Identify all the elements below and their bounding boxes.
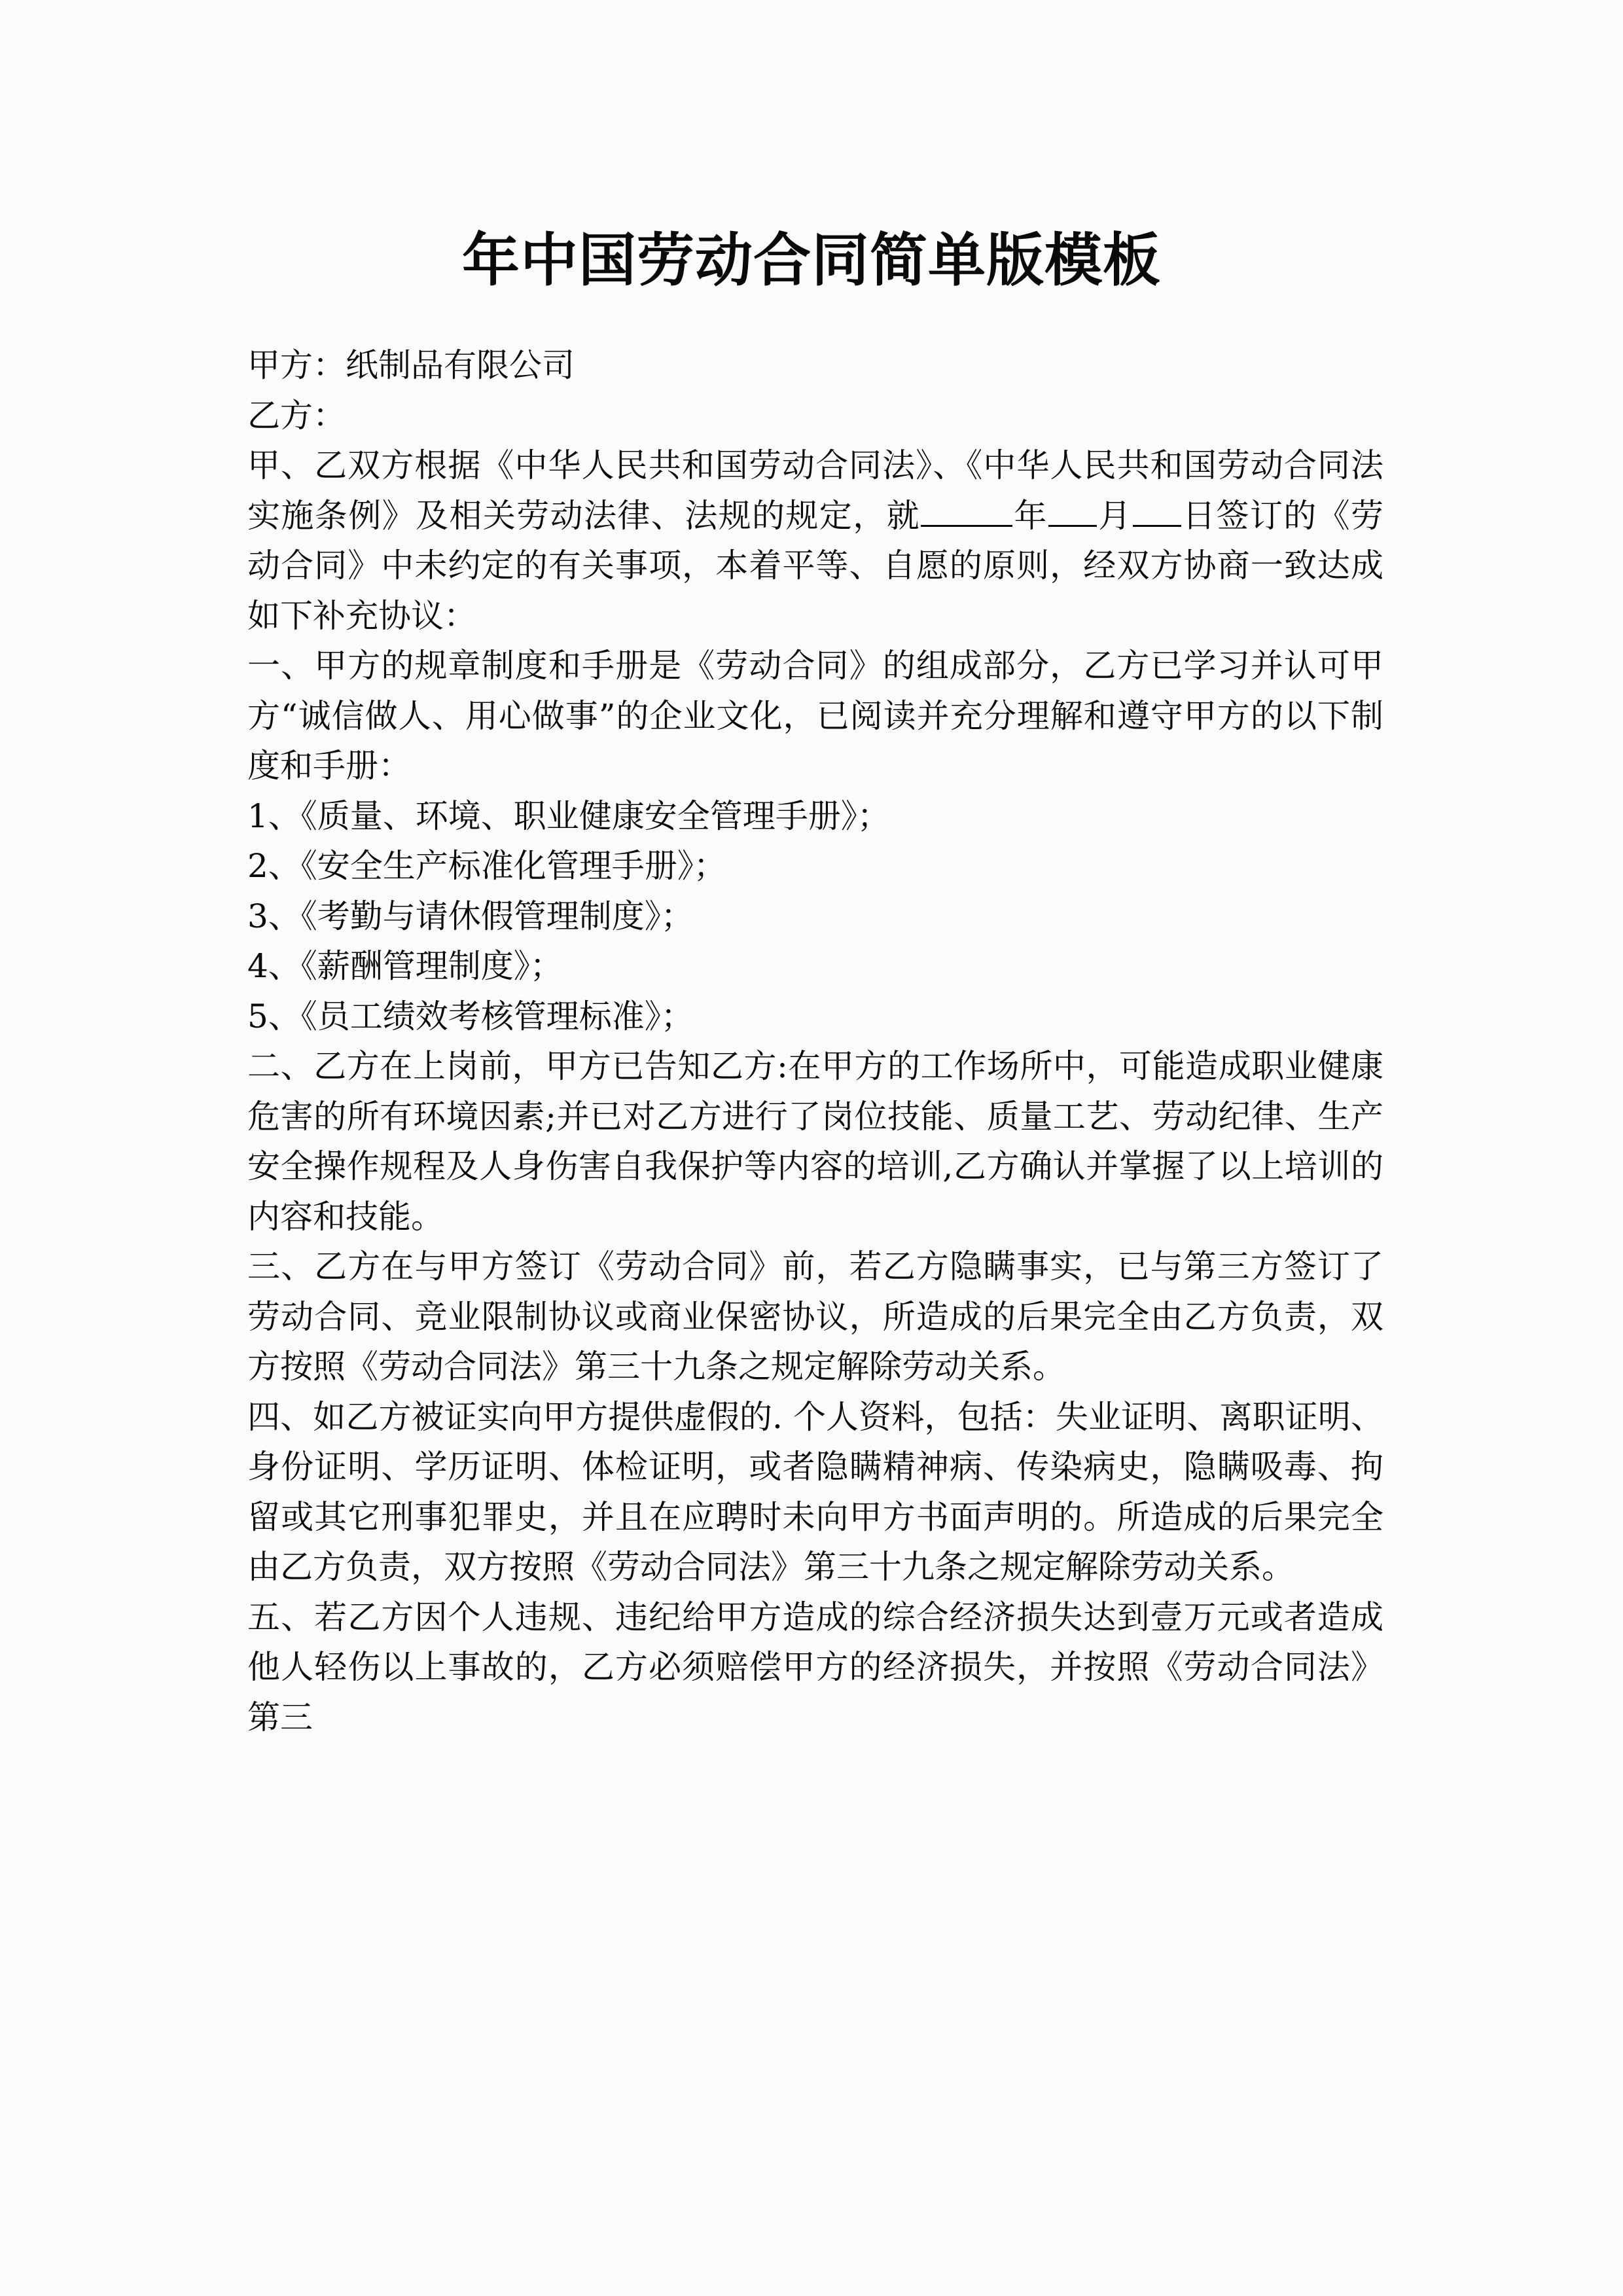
preamble-text-before-blanks: 甲、乙双方根据《中华人民共和国劳动合同法》、《中华人民共和国劳动合同法实施条例》及相关劳动法律、法规的规定，就 xyxy=(247,446,1383,535)
clause-paragraph-3: 三、乙方在与甲方签订《劳动合同》前，若乙方隐瞒事实，已与第三方签订了劳动合同、竞业限制协议或商业保密协议，所造成的后果完全由乙方负责，双方按照《劳动合同法》第三十九条之规定解除劳动关系。 xyxy=(247,1247,1383,1386)
month-label: 月 xyxy=(1097,496,1132,535)
party-a-line: 甲方：纸制品有限公司 xyxy=(247,346,575,384)
document-body xyxy=(247,340,1383,1742)
manual-list-item-1: 1、《质量、环境、职业健康安全管理手册》； xyxy=(247,797,890,835)
manual-list-item-2: 2、《安全生产标准化管理手册》； xyxy=(247,847,726,885)
clause-paragraph-4: 四、如乙方被证实向甲方提供虚假的. 个人资料，包括：失业证明、离职证明、身份证明、学历证明、体检证明，或者隐瞒精神病、传染病史，隐瞒吸毒、拘留或其它刑事犯罪史，并且在应聘时未向甲方书面声明的。所造成的后果完全由乙方负责，双方按照《劳动合同法》第三十九条之规定解除劳动关系。 xyxy=(247,1397,1383,1586)
clause-paragraph-1: 一、甲方的规章制度和手册是《劳动合同》的组成部分，乙方已学习并认可甲方“诚信做人、用心做事”的企业文化，已阅读并充分理解和遵守甲方的以下制度和手册： xyxy=(247,647,1383,785)
day-label: 日 xyxy=(1181,496,1217,535)
month-blank-field[interactable] xyxy=(1048,496,1097,527)
manual-list-item-4: 4、《薪酬管理制度》； xyxy=(247,947,563,985)
year-label: 年 xyxy=(1013,496,1048,535)
day-blank-field[interactable] xyxy=(1133,496,1181,527)
year-blank-field[interactable] xyxy=(921,496,1012,527)
manual-list-item-5: 5、《员工绩效考核管理标准》； xyxy=(247,997,694,1035)
page-title: 年中国劳动合同简单版模板 xyxy=(461,225,1161,294)
preamble-text-after-blanks: 签订的《劳动合同》中未约定的有关事项，本着平等、自愿的原则，经双方协商一致达成如下补充协议： xyxy=(247,496,1384,635)
preamble-paragraph xyxy=(247,440,1383,641)
clause-paragraph-2: 二、乙方在上岗前，甲方已告知乙方:在甲方的工作场所中，可能造成职业健康危害的所有环境因素;并已对乙方进行了岗位技能、质量工艺、劳动纪律、生产安全操作规程及人身伤害自我保护等内容的培训,乙方确认并掌握了以上培训的内容和技能。 xyxy=(247,1047,1383,1236)
clause-paragraph-5: 五、若乙方因个人违规、违纪给甲方造成的综合经济损失达到壹万元或者造成他人轻伤以上事故的，乙方必须赔偿甲方的经济损失，并按照《劳动合同法》第三 xyxy=(247,1598,1383,1736)
manual-list-item-3: 3、《考勤与请休假管理制度》； xyxy=(247,897,694,935)
party-b-line: 乙方： xyxy=(247,396,346,435)
